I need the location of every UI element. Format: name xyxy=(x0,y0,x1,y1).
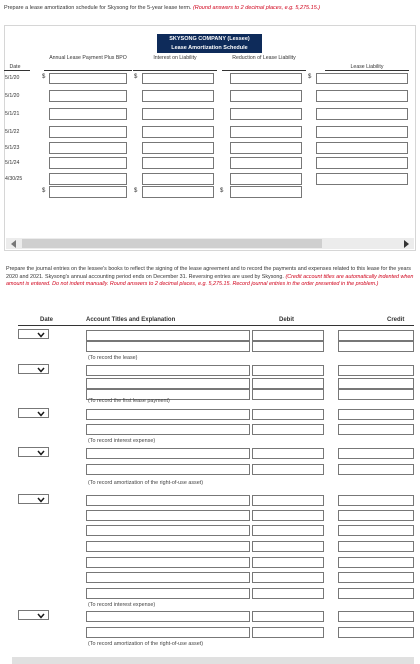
account-input[interactable] xyxy=(86,572,250,583)
divider xyxy=(4,70,30,71)
payment-input[interactable] xyxy=(49,90,127,102)
intro-text xyxy=(4,5,416,11)
interest-input[interactable] xyxy=(142,157,214,169)
journal-red-instructions: (Credit account titles are automatically indented when amount is entered. Do not indent manually. Round answers to 2 decimal places, e.g. 5,275.15. Record journal entries in the order presented in the problem.) xyxy=(6,273,414,288)
interest-input[interactable] xyxy=(142,108,214,120)
chevron-down-icon xyxy=(37,613,45,619)
debit-input[interactable] xyxy=(252,557,324,568)
scroll-right-icon[interactable] xyxy=(404,240,409,248)
payment-input[interactable] xyxy=(49,108,127,120)
intro-instruction: (Round answers to 2 decimal places, e.g. 5,275.15.) xyxy=(192,5,321,11)
account-input[interactable] xyxy=(86,611,250,622)
reduction-input[interactable] xyxy=(230,126,302,138)
currency-symbol: $ xyxy=(308,74,312,80)
credit-input[interactable] xyxy=(338,464,414,475)
credit-input[interactable] xyxy=(338,525,414,536)
intro-main: Prepare a lease amortization schedule for Skysong for the 5-year lease term. xyxy=(4,5,192,11)
liability-input[interactable] xyxy=(316,126,408,138)
scrollbar-thumb[interactable] xyxy=(22,239,322,248)
liability-input[interactable] xyxy=(316,173,408,185)
credit-input[interactable] xyxy=(338,448,414,459)
interest-input[interactable] xyxy=(142,173,214,185)
debit-input[interactable] xyxy=(252,510,324,521)
entry-explanation: (To record amortization of the right-of-use asset) xyxy=(88,641,204,647)
row-date: 5/1/20 xyxy=(5,93,20,99)
divider xyxy=(133,70,217,71)
interest-input[interactable] xyxy=(142,90,214,102)
currency-symbol: $ xyxy=(134,74,138,80)
credit-input[interactable] xyxy=(338,557,414,568)
credit-input[interactable] xyxy=(338,611,414,622)
credit-input[interactable] xyxy=(338,495,414,506)
chevron-down-icon xyxy=(37,367,45,373)
credit-input[interactable] xyxy=(338,424,414,435)
journal-date-header: Date xyxy=(40,317,54,323)
liability-input[interactable] xyxy=(316,108,408,120)
schedule-company: SKYSONG COMPANY (Lessee) xyxy=(157,34,262,44)
entry-explanation: (To record amortization of the right-of-use asset) xyxy=(88,480,204,486)
row-date: 5/1/21 xyxy=(5,111,20,117)
credit-input[interactable] xyxy=(338,341,414,352)
debit-input[interactable] xyxy=(252,389,324,400)
account-input[interactable] xyxy=(86,541,250,552)
chevron-down-icon xyxy=(37,497,45,503)
credit-input[interactable] xyxy=(338,627,414,638)
account-input[interactable] xyxy=(86,627,250,638)
currency-symbol: $ xyxy=(220,188,224,194)
payment-input[interactable] xyxy=(49,73,127,84)
debit-input[interactable] xyxy=(252,330,324,341)
row-date: 5/1/24 xyxy=(5,160,20,166)
date-select[interactable] xyxy=(18,447,49,457)
entry-explanation: (To record the first lease payment) xyxy=(88,398,170,404)
liability-input[interactable] xyxy=(316,90,408,102)
journal-instructions xyxy=(6,266,414,289)
reduction-input[interactable] xyxy=(230,173,302,185)
currency-symbol: $ xyxy=(42,188,46,194)
account-input[interactable] xyxy=(86,495,250,506)
liability-input[interactable] xyxy=(316,157,408,169)
debit-input[interactable] xyxy=(252,588,324,599)
payment-input[interactable] xyxy=(49,173,127,185)
divider xyxy=(18,325,414,326)
date-select[interactable] xyxy=(18,610,49,620)
reduction-input[interactable] xyxy=(230,108,302,120)
debit-input[interactable] xyxy=(252,409,324,420)
divider xyxy=(325,70,409,71)
account-input[interactable] xyxy=(86,588,250,599)
date-select[interactable] xyxy=(18,364,49,374)
row-date: 5/1/23 xyxy=(5,145,20,151)
account-input[interactable] xyxy=(86,330,250,341)
col-interest-header: Interest on Liability xyxy=(153,55,197,61)
reduction-input[interactable] xyxy=(230,90,302,102)
payment-total-input[interactable] xyxy=(49,186,127,198)
bottom-scrollbar[interactable] xyxy=(12,657,414,664)
col-reduction-header: Reduction of Lease Liability xyxy=(232,55,296,61)
payment-input[interactable] xyxy=(49,126,127,138)
reduction-input[interactable] xyxy=(230,73,302,84)
debit-input[interactable] xyxy=(252,627,324,638)
scroll-left-icon[interactable] xyxy=(11,240,16,248)
payment-input[interactable] xyxy=(49,157,127,169)
account-input[interactable] xyxy=(86,378,250,389)
account-input[interactable] xyxy=(86,424,250,435)
liability-input[interactable] xyxy=(316,142,408,154)
entry-explanation: (To record interest expense) xyxy=(88,438,156,444)
debit-input[interactable] xyxy=(252,365,324,376)
date-select[interactable] xyxy=(18,494,49,504)
date-select[interactable] xyxy=(18,408,49,418)
chevron-down-icon xyxy=(37,450,45,456)
reduction-input[interactable] xyxy=(230,157,302,169)
debit-input[interactable] xyxy=(252,572,324,583)
credit-input[interactable] xyxy=(338,378,414,389)
divider xyxy=(222,70,306,71)
row-date: 5/1/20 xyxy=(5,75,20,81)
reduction-total-input[interactable] xyxy=(230,186,302,198)
date-select[interactable] xyxy=(18,329,49,339)
entry-explanation: (To record interest expense) xyxy=(88,602,156,608)
account-input[interactable] xyxy=(86,365,250,376)
journal-instructions-text: Prepare the journal entries on the lessee's books to reflect the signing of the lease agreement and to record the payments and expenses related to this lease for the years 2020 and 2021. Skysong's annual accounting period ends on December 31. Reversing entries are used by Skysong. xyxy=(6,266,411,280)
chevron-down-icon xyxy=(37,332,45,338)
debit-input[interactable] xyxy=(252,341,324,352)
debit-input[interactable] xyxy=(252,495,324,506)
credit-input[interactable] xyxy=(338,389,414,400)
entry-explanation: (To record the lease) xyxy=(88,355,138,361)
debit-input[interactable] xyxy=(252,611,324,622)
row-date: 4/30/25 xyxy=(5,176,23,182)
chevron-down-icon xyxy=(37,411,45,417)
debit-input[interactable] xyxy=(252,378,324,389)
credit-input[interactable] xyxy=(338,588,414,599)
interest-total-input[interactable] xyxy=(142,186,214,198)
credit-input[interactable] xyxy=(338,572,414,583)
account-input[interactable] xyxy=(86,525,250,536)
debit-input[interactable] xyxy=(252,525,324,536)
account-input[interactable] xyxy=(86,557,250,568)
credit-input[interactable] xyxy=(338,365,414,376)
currency-symbol: $ xyxy=(42,74,46,80)
col-payment-header: Annual Lease Payment Plus BPO xyxy=(49,55,127,61)
interest-input[interactable] xyxy=(142,142,214,154)
account-input[interactable] xyxy=(86,409,250,420)
account-input[interactable] xyxy=(86,448,250,459)
credit-input[interactable] xyxy=(338,541,414,552)
col-liability-header: Lease Liability xyxy=(350,64,384,70)
journal-debit-header: Debit xyxy=(279,317,294,323)
interest-input[interactable] xyxy=(142,73,214,84)
account-input[interactable] xyxy=(86,464,250,475)
debit-input[interactable] xyxy=(252,424,324,435)
liability-input[interactable] xyxy=(316,73,408,84)
credit-input[interactable] xyxy=(338,510,414,521)
debit-input[interactable] xyxy=(252,541,324,552)
schedule-title: Lease Amortization Schedule xyxy=(157,44,262,53)
credit-input[interactable] xyxy=(338,409,414,420)
debit-input[interactable] xyxy=(252,464,324,475)
row-date: 5/1/22 xyxy=(5,129,20,135)
payment-input[interactable] xyxy=(49,142,127,154)
reduction-input[interactable] xyxy=(230,142,302,154)
currency-symbol: $ xyxy=(134,188,138,194)
divider xyxy=(44,70,132,71)
interest-input[interactable] xyxy=(142,126,214,138)
journal-account-header: Account Titles and Explanation xyxy=(86,317,176,323)
account-input[interactable] xyxy=(86,341,250,352)
debit-input[interactable] xyxy=(252,448,324,459)
account-input[interactable] xyxy=(86,510,250,521)
credit-input[interactable] xyxy=(338,330,414,341)
col-date-header: Date xyxy=(9,64,21,70)
journal-credit-header: Credit xyxy=(387,317,405,323)
